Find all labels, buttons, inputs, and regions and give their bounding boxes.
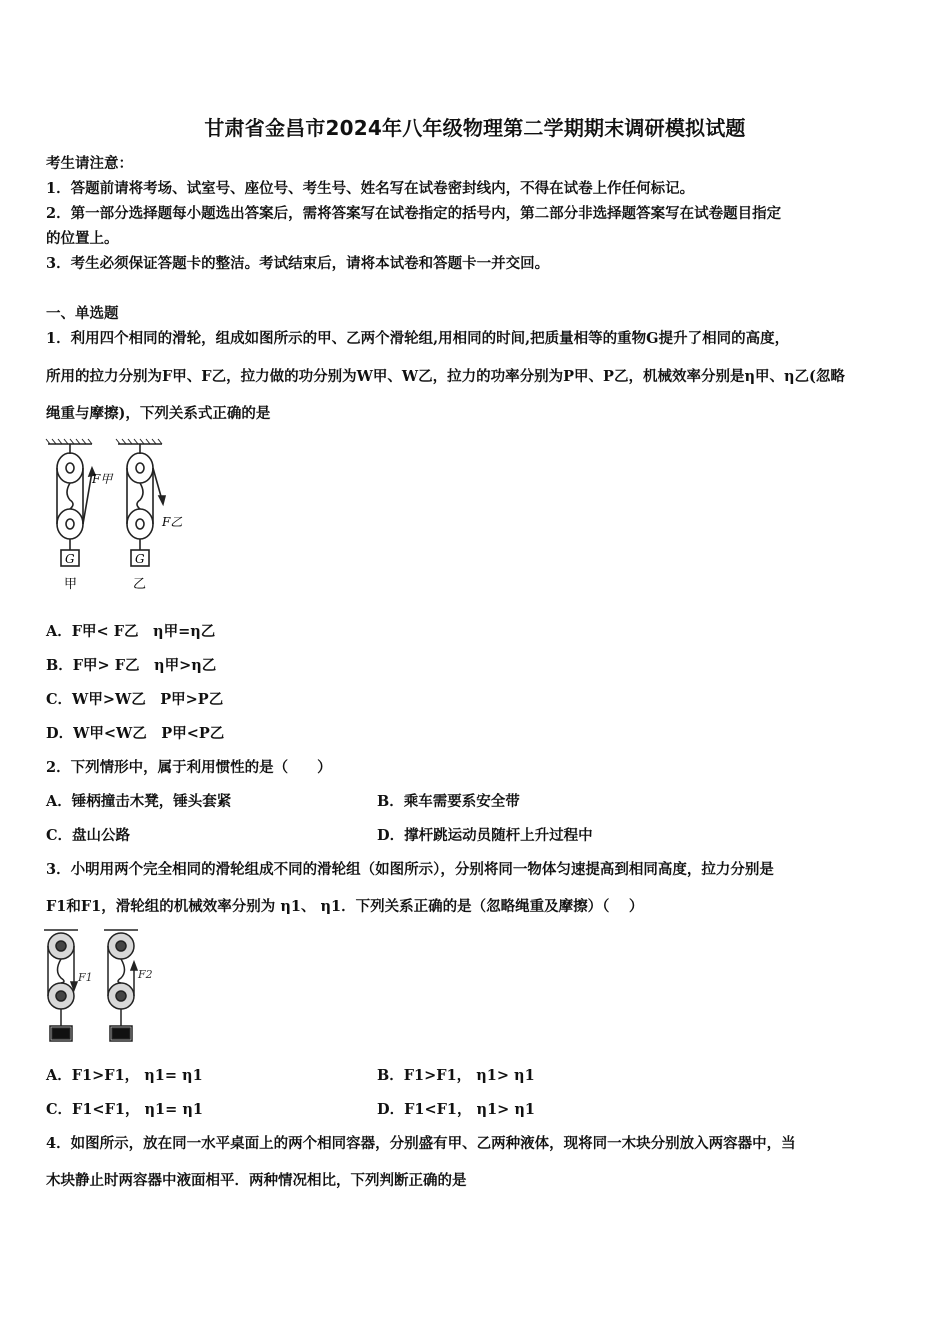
q1-stem-line: 所用的拉力分别为F甲、F乙，拉力做的功分别为W甲、W乙，拉力的功率分别为P甲、P乙，机械效率分别是η甲、η乙(忽略 xyxy=(46,368,845,385)
force-label: F2 xyxy=(138,968,153,981)
q3-option-d[interactable]: D．F1<F1， η1> η1 xyxy=(377,1101,535,1118)
q3-stem-line: 3．小明用两个完全相同的滑轮组成不同的滑轮组（如图所示），分别将同一物体匀速提高到相同高度，拉力分别是 xyxy=(46,861,774,878)
force-label: F乙 xyxy=(162,515,183,529)
pulley-system-left xyxy=(44,930,78,1041)
q1-pulley-figure xyxy=(40,438,200,598)
q3-option-a[interactable]: A．F1>F1， η1= η1 xyxy=(46,1067,203,1084)
q1-option-a[interactable]: A．F甲< F乙 η甲=η乙 xyxy=(46,623,216,640)
q3-stem-line: F1和F1，滑轮组的机械效率分别为 η1、 η1．下列关系正确的是（忽略绳重及摩擦）（ ） xyxy=(46,898,644,915)
q1-option-d[interactable]: D．W甲<W乙 P甲<P乙 xyxy=(46,725,225,742)
pulley-system-right xyxy=(104,930,138,1041)
q2-option-d[interactable]: D．撑杆跳运动员随杆上升过程中 xyxy=(377,827,593,844)
page-title: 甘肃省金昌市2024年八年级物理第二学期期末调研模拟试题 xyxy=(204,116,746,140)
notice-item: 的位置上。 xyxy=(46,230,119,247)
force-label: F甲 xyxy=(92,472,113,486)
q1-option-c[interactable]: C．W甲>W乙 P甲>P乙 xyxy=(46,691,224,708)
section-heading: 一、单选题 xyxy=(46,305,119,322)
q2-option-b[interactable]: B．乘车需要系安全带 xyxy=(377,793,520,810)
figure-label: 甲 xyxy=(64,577,78,592)
q4-stem-line: 木块静止时两容器中液面相平．两种情况相比，下列判断正确的是 xyxy=(46,1172,467,1189)
q1-stem-line: 1．利用四个相同的滑轮，组成如图所示的甲、乙两个滑轮组,用相同的时间,把质量相等的重物G提升了相同的高度， xyxy=(46,330,790,347)
pulley-system-left xyxy=(57,444,95,566)
q1-stem-line: 绳重与摩擦)，下列关系式正确的是 xyxy=(46,405,271,422)
weight-label: G xyxy=(135,552,145,566)
notice-heading: 考生请注意： xyxy=(46,155,133,172)
force-label: F1 xyxy=(78,971,93,984)
weight-label: G xyxy=(65,552,75,566)
q4-stem-line: 4．如图所示，放在同一水平桌面上的两个相同容器，分别盛有甲、乙两种液体，现将同一木块分别放入两容器中，当 xyxy=(46,1135,796,1152)
notice-item: 2．第一部分选择题每小题选出答案后，需将答案写在试卷指定的括号内，第二部分非选择题答案写在试卷题目指定 xyxy=(46,205,782,222)
q2-option-a[interactable]: A．锤柄撞击木凳，锤头套紧 xyxy=(46,793,232,810)
q3-option-b[interactable]: B．F1>F1， η1> η1 xyxy=(377,1067,535,1084)
notice-item: 1．答题前请将考场、试室号、座位号、考生号、姓名写在试卷密封线内，不得在试卷上作任何标记。 xyxy=(46,180,695,197)
q1-option-b[interactable]: B．F甲> F乙 η甲>η乙 xyxy=(46,657,217,674)
pulley-system-right xyxy=(127,444,165,566)
figure-label: 乙 xyxy=(133,577,147,592)
q2-stem: 2．下列情形中，属于利用惯性的是（ ） xyxy=(46,759,332,776)
notice-item: 3．考生必须保证答题卡的整洁。考试结束后，请将本试卷和答题卡一并交回。 xyxy=(46,255,550,272)
q3-pulley-figure xyxy=(40,926,170,1046)
q3-option-c[interactable]: C．F1<F1， η1= η1 xyxy=(46,1101,203,1118)
q2-option-c[interactable]: C．盘山公路 xyxy=(46,827,131,844)
